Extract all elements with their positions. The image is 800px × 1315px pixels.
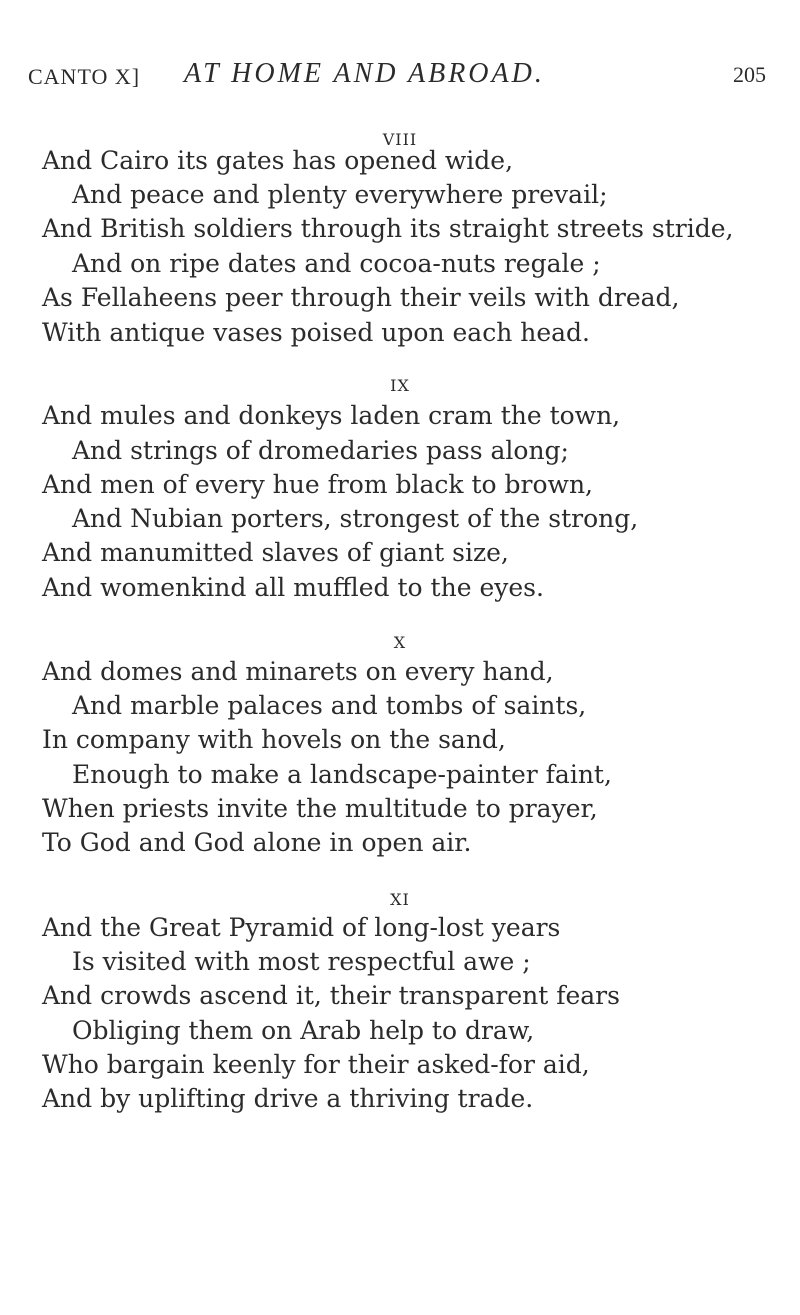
verse-line: With antique vases poised upon each head. xyxy=(42,318,590,347)
verse-line: When priests invite the multitude to prayer, xyxy=(42,794,598,823)
verse-line: And manumitted slaves of giant size, xyxy=(42,538,509,567)
page-title: AT HOME AND ABROAD. xyxy=(184,58,545,89)
verse-line: And on ripe dates and cocoa-nuts regale ; xyxy=(72,249,601,278)
verse-line: And by uplifting drive a thriving trade. xyxy=(42,1084,534,1113)
verse-line: And mules and donkeys laden cram the town, xyxy=(42,401,621,430)
page-number: 205 xyxy=(733,62,766,87)
stanza-number: X xyxy=(393,633,407,652)
stanza-number: XI xyxy=(390,890,410,909)
verse-line: And the Great Pyramid of long-lost years xyxy=(42,913,561,942)
verse-line: And Cairo its gates has opened wide, xyxy=(42,146,514,175)
verse-line: And marble palaces and tombs of saints, xyxy=(72,691,587,720)
verse-line: Obliging them on Arab help to draw, xyxy=(72,1016,535,1045)
verse-line: And strings of dromedaries pass along; xyxy=(72,436,569,465)
verse-line: And British soldiers through its straight streets stride, xyxy=(42,214,734,243)
canto-label: CANTO X] xyxy=(28,64,141,89)
verse-line: And domes and minarets on every hand, xyxy=(42,657,554,686)
verse-line: In company with hovels on the sand, xyxy=(42,725,506,754)
verse-line: Is visited with most respectful awe ; xyxy=(72,947,531,976)
verse-line: Enough to make a landscape-painter faint, xyxy=(72,760,612,789)
verse-line: And Nubian porters, strongest of the strong, xyxy=(72,504,639,533)
stanza-number: IX xyxy=(390,376,410,395)
stanza-number: VIII xyxy=(382,130,418,149)
verse-line: And men of every hue from black to brown, xyxy=(42,470,593,499)
verse-line: To God and God alone in open air. xyxy=(42,828,472,857)
verse-line: And womenkind all muffled to the eyes. xyxy=(42,573,544,602)
verse-line: Who bargain keenly for their asked-for aid, xyxy=(42,1050,590,1079)
verse-line: As Fellaheens peer through their veils with dread, xyxy=(42,283,680,312)
verse-line: And crowds ascend it, their transparent fears xyxy=(42,981,620,1010)
verse-line: And peace and plenty everywhere prevail; xyxy=(72,180,608,209)
running-head xyxy=(28,52,766,92)
